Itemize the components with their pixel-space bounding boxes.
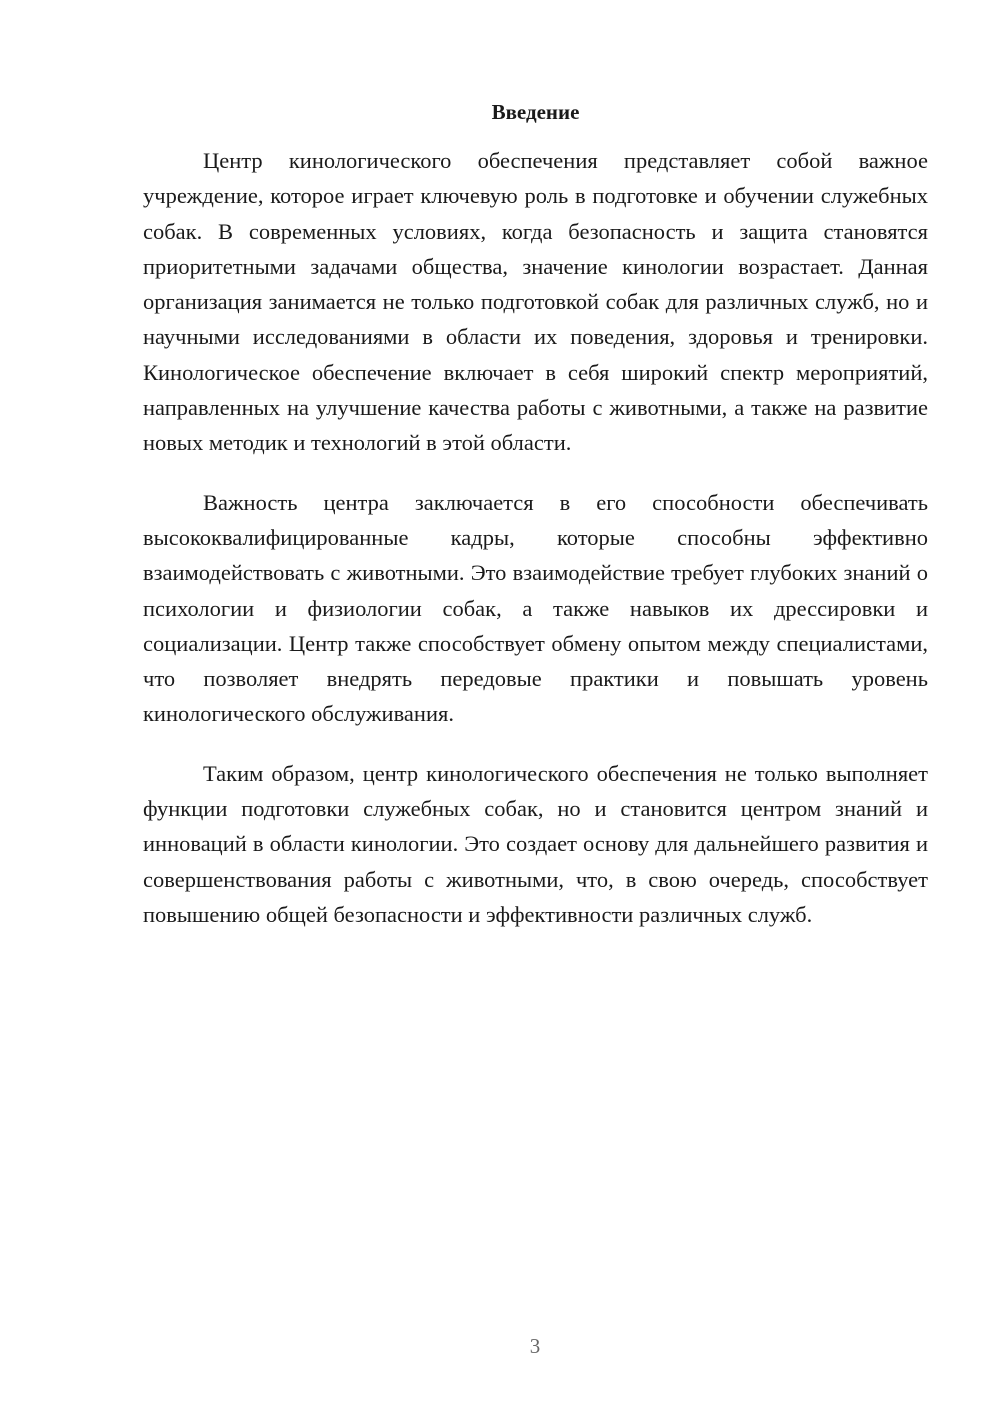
paragraph-3: Таким образом, центр кинологического обеспечения не только выполняет функции подготовки служебных собак, но и становится центром знаний и инноваций в области кинологии. Это создает основу для дальнейшего развития и совершенствования работы с животными, что, в свою очередь, способствует повышению общей безопасности и эффективности различных служб. [143, 760, 928, 927]
paragraph-1: Центр кинологического обеспечения представляет собой важное учреждение, которое играет ключевую роль в подготовке и обучении служебных собак. В современных условиях, когда безопасность и защита становятся приоритетными задачами общества, значение кинологии возрастает. Данная организация занимается не только подготовкой собак для различных служб, но и научными исследованиями в области их поведения, здоровья и тренировки. Кинологическое обеспечение включает в себя широкий спектр мероприятий, направленных на улучшение качества работы с животными, а также на развитие новых методик и технологий в этой области. [143, 148, 928, 456]
body-text [143, 143, 928, 956]
section-title: Введение [491, 100, 580, 124]
page-number: 3 [529, 1334, 541, 1358]
paragraph-2: Важность центра заключается в его способности обеспечивать высококвалифицированные кадры, которые способны эффективно взаимодействовать с животными. Это взаимодействие требует глубоких знаний о психологии и физиологии собак, а также навыков их дрессировки и социализации. Центр также способствует обмену опытом между специалистами, что позволяет внедрять передовые практики и повышать уровень кинологического обслуживания. [143, 489, 928, 727]
